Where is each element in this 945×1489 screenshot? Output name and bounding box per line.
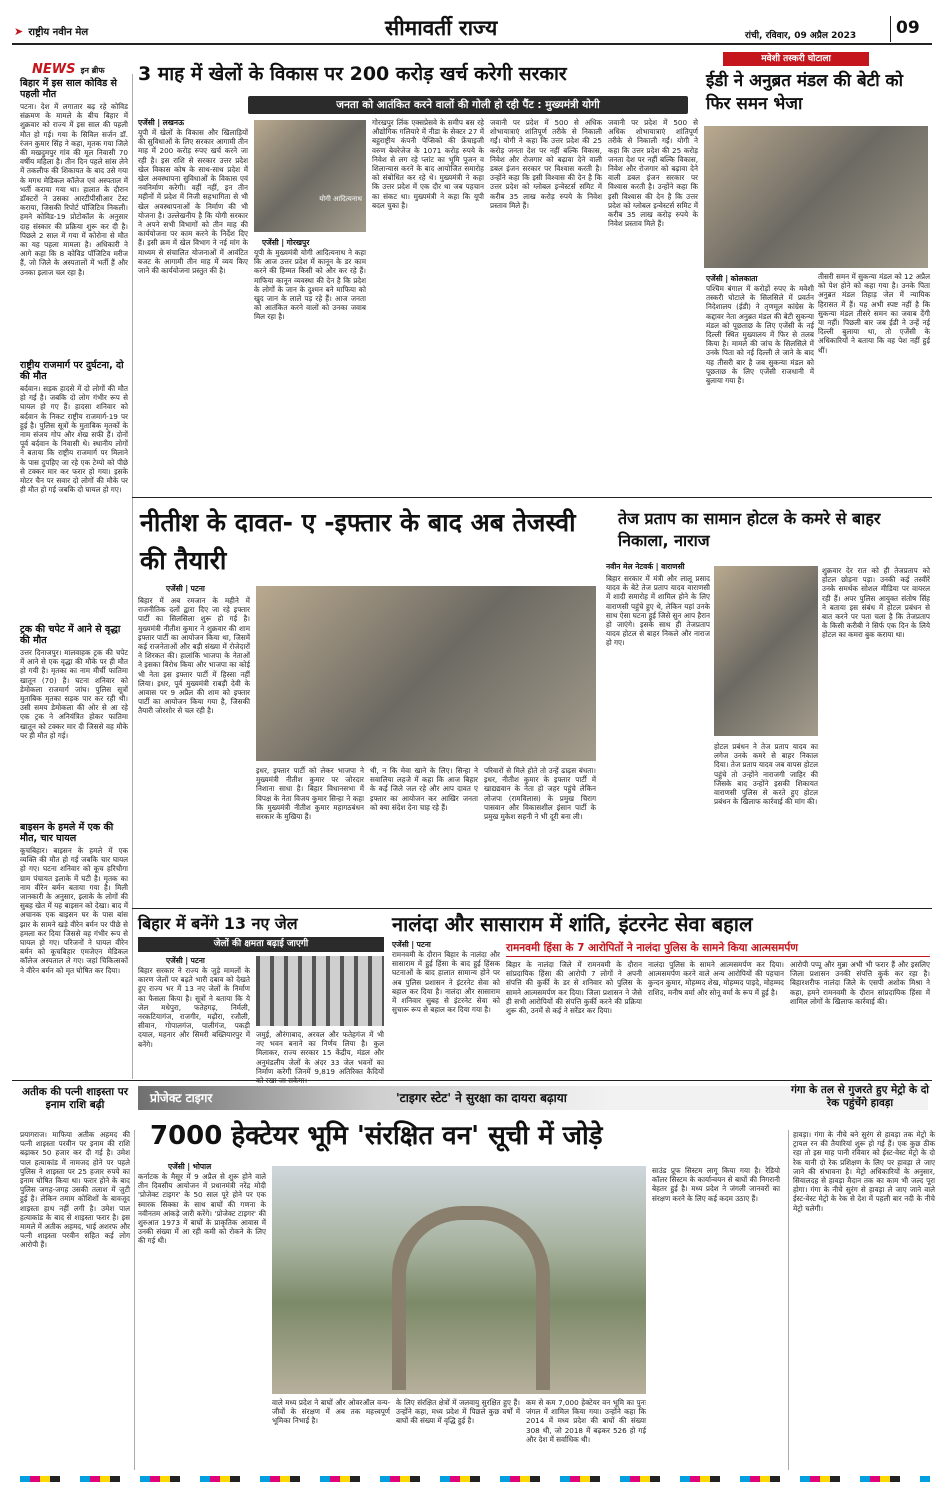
tiger-col-4: कम से कम 7,000 हेक्टेयर वन भूमि का पुनः जंगल में शामिल किया गया। उन्होंने कहा कि 2014 में मध्य प्रदेश की बाघों की संख्या 308 थी, जो 2018 में बढ़कर 526 हो गई और देश में सर्वाधिक थी। (526, 1398, 646, 1444)
page-number: 09 (896, 18, 920, 38)
tiger-col-1: कर्नाटक के मैसूर में 9 अप्रैल से शुरू होने वाले तीन दिवसीय आयोजन में प्रधानमंत्री नरेंद्र मोदी 'प्रोजेक्ट टाइगर' के 50 साल पूरे होने पर एक स्मारक सिक्का के साथ बाघों की गणना के नवीनतम आंकड़े जारी करेंगे। 'प्रोजेक्ट टाइगर' की शुरुआत 1973 में बाघों के प्राकृतिक आवास में उनकी संख्या में आ रही कमी को रोकने के लिए की गई थी। (138, 1172, 266, 1246)
ed-headline: ईडी ने अनुब्रत मंडल की बेटी को फिर समन भेजा (706, 71, 903, 114)
brief-4-title: बाइसन के हमले में एक की मौत, चार घायल (20, 822, 114, 844)
brief-3-title: ट्रक की चपेट में आने से वृद्धा की मौत (20, 624, 121, 646)
atiq-headline: अतीक की पत्नी शाइस्ता पर इनाम राशि बढ़ी (22, 1086, 128, 1111)
divider-1 (132, 497, 932, 498)
jail-col-2: जमुई, औरंगाबाद, अरवल और फतेहगंज में भी नए भवन बनाने का निर्णय लिया है। कुल मिलाकर, राज्य सरकार 15 केंद्रीय, मंडल और अनुमंडलीय जेलों के अंदर 33 जेल भवनों का निर्माण करेगी जिनमें 9,819 अतिरिक्त कैदियों (256, 1030, 384, 1076)
brief-4-body: कूचबिहार। बाइसन के हमले में एक व्यक्ति की मौत हो गई जबकि चार घायल हो गए। घटना शनिवार को कूच हरिचौगा ग्राम पंचायत इलाके में घटी है। मृतक का नाम वीरेन बर्मन बताया गया है। मिली जानकारी के अनुसार, इलाके के लोगों की सुबह खेत में यह बाइसन को देखा। बाद में अचानक एक बाइसन घर के पास बांस झार के सामने खड़े वीरेन बर्मन पर पीछे से हमला कर दिया जिससे वह गंभीर रूप से घायल हो गए। परिजनों ने घायल वीरेन बर्मन को कूचबिहार एमजेएन मेडिकल कॉलेज अस्पताल ले गए। जहां चिकित्सकों ने वीरेन बर्मन को मृत घोषित कर दिया। (20, 846, 128, 975)
up-subheadline: जनता को आतंकित करने वालों की गोली हो रही पैंट : मुख्यमंत्री योगी (248, 96, 688, 114)
up-col-3: गोरखपुर लिंक एक्सप्रेसवे के समीप बस रहे औद्योगिक गलियारे में नीडा के सेक्टर 27 में बहुराष्ट्रीय कंपनी पेप्सिको की फ्रेंचाइजी वरुण बेवरेजेज के 1071 करोड़ रुपये के निवेश से लग रहे प्लांट का भूमि पूजन व शिलान्यास करने के बाद आयोजित समारोह को संबोधित कर रहे थे। मुख्यमंत्री ने कहा कि उत्तर प्रदेश में एक दौर था जब पहचान का संकट था। मुख्यमंत्री ने कहा कि यूपी बदल चुका है। (372, 118, 484, 210)
tiger-col-3: के लिए संरक्षित क्षेत्रों में जलवायु सुरक्षित हुए हैं। उन्होंने कहा, मध्य प्रदेश में पिछले कुछ वर्षों में बाघों की संख्या में वृद्धि हुई है। (396, 1398, 520, 1426)
up-col-5: जवानी पर प्रदेश में 500 से अधिक शोभायात्राएं शांतिपूर्ण तरीके से निकाली गईं। योगी ने कहा कि उत्तर प्रदेश की 25 करोड़ जनता देश पर नहीं बल्कि विकास, निवेश और रोजगार को बढ़ावा देने वाली डबल इंजन सरकार पर विश्वास करती है। उन्होंने कहा कि इसी विश्वास की देन है कि उत्तर प्रदेश को ग्लोबल इन्वेस्टर्स समिट में करीब 35 लाख करोड़ रुपये के निवेश प्रस्ताव मिले हैं। (608, 118, 698, 229)
tej-col-2: होटल प्रबंधन ने तेज प्रताप यादव का लगेज उनके कमरे से बाहर निकाल दिया। तेज प्रताप यादव जब वापस होटल पहुंचे तो उन्होंने नाराजगी जाहिर की जिसके बाद उन्होंने इसकी शिकायत वाराणसी पुलिस से करते हुए होटल प्रबंधन के खिलाफ कार्रवाई की मांग की। (714, 742, 818, 807)
iftar-photo (256, 586, 596, 761)
tej-byline: नवीन मेल नेटवर्क | वाराणसी (606, 562, 685, 571)
tejaswi-headline: नीतीश के दावत- ए -इफ्तार के बाद अब तेजस्वी की तैयारी (140, 508, 576, 575)
tejaswi-col-1: बिहार में अब रमजान के महीने में राजनीतिक दलों द्वारा दिए जा रहे इफ्तार पार्टी का सिलसिला शुरू हो गई है। मुख्यमंत्री नीतीश कुमार ने शुक्रवार की शाम इफ्तार पार्टी का आयोजन किया था, जिसमें कई राजनेताओं और बड़ी संख्या में रोजेदारों ने शिरकत की। हालांकि भाजपा के नेताओं ने इसका विरोध किया और भाजपा का कोई भी नेता इस इफ्तार पार्टी में हिस्सा नहीं लिया। इधर, पूर्व मुख्यमंत्री राबड़ी देवी के आवास पर 9 अप्रैल की शाम को इफ्तार पार्टी का आयोजन किया गया है, जिसकी तैयारी जोरशोर से चल रही है। (138, 596, 250, 716)
ed-photo (704, 126, 928, 268)
tiger-kicker: 'टाइगर स्टेट' ने सुरक्षा का दायरा बढ़ाया (396, 1091, 567, 1105)
brief-label: इन ब्रीफ (80, 66, 105, 75)
news-label: NEWS (32, 62, 76, 77)
tejaswi-col-3: थी, न कि मेवा खाने के लिए। सिन्हा ने सवालिया लहजे में कहा कि आज बिहार के कई जिले जल रहे और आप दावत ए इफ्तार का आयोजन कर आखिर जनता को क्या संदेश देना चाह रहे हैं। (370, 766, 478, 812)
tej-col-1: बिहार सरकार में मंत्री और लालू प्रसाद यादव के बेटे तेज प्रताप यादव वाराणसी में शादी समारोह में शामिल होने के लिए वाराणसी पहुंचे हुए थे, लेकिन यहां उनके साथ ऐसा घटना हुई जिसे सुन आप हैरान हो जाएंगे। इसके साथ ही तेजप्रताप यादव होटल से बाहर निकले और नाराज हो गए। (606, 574, 711, 648)
nalanda-subheadline: रामनवमी हिंसा के 7 आरोपितों ने नालंदा पुलिस के सामने किया आत्मसमर्पण (506, 940, 930, 957)
tejaswi-col-2: इधर, इफ्तार पार्टी को लेकर भाजपा ने मुख्यमंत्री नीतीश कुमार पर जोरदार निशाना साधा है। बिहार विधानसभा में विपक्ष के नेता विजय कुमार सिन्हा ने कहा कि मुख्यमंत्री नीतीश कुमार महागठबंधन सरकार के मुखिया हैं। (256, 766, 364, 822)
brief-1-body: पटना। देश में लगातार बढ़ रहे कोविड संक्रमण के मामले के बीच बिहार में शुक्रवार को राज्य में इस साल की पहली मौत हो गई। गया के सिविल सर्जन डॉ. रंजन कुमार सिंह ने कहा, मृतक गया जिले की मखदुमपुर गांव की मूल निवासी 70 वर्षीय महिला है। तीन दिन पहले सांस लेने में तकलीफ की शिकायत के बाद उसे गया के मगध मेडिकल कॉलेज एवं अस्पताल में भर्ती कराया गया था। हालात के दौरान डॉक्टरों ने उसका आरटीपीसीआर टेस्ट कराया, जिसकी रिपोर्ट पॉजिटिव निकली। हमने कोविड-19 प्रोटोकॉल के अनुसार दाह संस्कार की प्रक्रिया शुरू कर दी है। पिछले 2 साल में गया में कोरोना से मौत का यह पहला मामला है। अधिकारी ने आगे कहा कि 8 कोविड पॉजिटिव मरीज हैं, जो जिले के अस्पतालों में भर्ती हैं और उनका इलाज चल रहा है। (20, 102, 128, 277)
jail-subheadline: जेलों की क्षमता बढ़ाई जाएगी (138, 937, 384, 952)
ed-col-1: पश्चिम बंगाल में करोड़ों रुपए के मवेशी तस्करी घोटाले के सिलसिले में प्रवर्तन निदेशालय (ईडी) ने तृणमूल कांग्रेस के कद्दावर नेता अनुब्रत मंडल की बेटी सुकन्या मंडल को पूछताछ के लिए एजेंसी के नई दिल्ली स्थित मुख्यालय में फिर से तलब किया है। मामले की जांच के सिलसिले में उनके पिता को नई दिल्ली ले जाने के बाद यह तीसरी बार है जब सुकन्या मंडल को पूछताछ के लिए एजेंसी राजधानी में बुलाया गया है। (706, 284, 814, 386)
news-brief-column (20, 74, 133, 1079)
brief-3-body: उत्तर दिनाजपुर। मालवाहक ट्रक की चपेट में आने से एक वृद्धा की मौके पर ही मौत हो गयी है। मृतका का नाम मीर्ची फातिमा खातून (70) है। घटना शनिवार को डेमोकला राजमार्ग जांघ। पुलिस सूत्रों मुताबिक मृतका सड़क पार कर रही थी। उसी समय डेमोकला की ओर से आ रहे एक ट्रक ने अनियंत्रित होकर फातिमा खातून को टक्कर मार दी जिससे वह मौके पर ही मौत हो गई। (20, 648, 128, 740)
tiger-tag: प्रोजेक्ट टाइगर (150, 1091, 213, 1105)
up-byline-1: एजेंसी | लखनऊ (138, 118, 184, 127)
jail-photo (256, 956, 384, 1026)
ganga-headline: गंगा के तल से गुजरते हुए मेट्रो के दो रेक पहुंचेंगे हावड़ा (790, 1084, 930, 1109)
tiger-byline: एजेंसी | भोपाल (168, 1162, 212, 1171)
section-title: सीमावर्ती राज्य (385, 16, 498, 40)
up-col-1: यूपी में खेलों के विकास और खिलाड़ियों की सुविधाओं के लिए सरकार आगामी तीन माह में 200 करोड़ रुपए खर्च करने जा रही है। इस राशि से सरकार उत्तर प्रदेश खेल विकास कोष के साथ-साथ प्रदेश में खेल अवस्थापना सुविधाओं के विकास एवं नवनिर्माण करेगी। वहीं नहीं, इन तीन महीनों में प्रदेश में निजी सहभागिता से भी खेल अवस्थापनाओं के निर्माण की भी योजना है। उल्लेखनीय है कि योगी सरकार ने अपने सभी विभागों को तीन माह की कार्ययोजना पर काम करने के निर्देश दिए हैं। इसी क्रम में खेल विभाग ने नई मांग के माध्यम से संचालित योजनाओं में आवंटित बजट के आगामी तीन माह में व्यय किए जाने की कार्ययोजना प्रस्तुत की है। (138, 128, 248, 276)
nalanda-col-2: बिहार के नालंदा जिले में रामनवमी के दौरान सांप्रदायिक हिंसा की आरोपी 7 लोगों ने अपनी संपत्ति की कुर्की के डर से शनिवार को पुलिस के सामने आत्मसमर्पण कर दिया। जिला प्रशासन ने जैसे ही सभी आरोपियों की संपत्ति कुर्की करने की प्रक्रिया शुरू की, उनमें से कई ने सरेंडर कर दिया। (506, 960, 642, 1016)
up-byline-2: एजेंसी | गोरखपुर (262, 238, 310, 247)
tej-headline: तेज प्रताप का सामान होटल के कमरे से बाहर निकाला, नाराज (618, 509, 881, 550)
ganga-body: हावड़ा। गंगा के नीचे बने सुरंग से हावड़ा तक मेट्रो के ट्रायल रन की तैयारियां शुरू हो गई हैं। एक कुछ ठीक रहा तो इस माह पानी रविवार को ईस्ट-वेस्ट मेट्रो के दो रेक यानी दो रेक प्रशिक्षण के लिए पर हावड़ा ले जाए जाने की संभावना है। मेट्रो अधिकारियों के अनुसार, सियालदह से हावड़ा मैदान तक का काम भी जल्द पूरा होगा। गंगा के नीचे सुरंग से हावड़ा ले जाए जाने वाले ईस्ट-वेस्ट मेट्रो के रेक से देश में पहली बार नदी के नीचे मेट्रो चलेगी। (788, 1130, 935, 1470)
atiq-body: प्रयागराज। माफिया अतीक अहमद की पत्नी शाइस्ता परवीन पर इनाम की राशि बढ़ाकर 50 हजार कर दी गई है। उमेश पाल हत्याकांड में नामजद होने पर पहले पुलिस ने शाइस्ता पर 25 हजार रुपये का इनाम घोषित किया था। फरार होने के बाद पुलिस जगह-जगह उसकी तलाश में जुटी हुई है। लेकिन तमाम कोशिशों के बावजूद शाइस्ता हाथ नहीं लगी है। उमेश पाल हत्याकांड के बाद से शाइस्ता फरार है। इस मामले में अतीक अहमद, भाई अशरफ और पत्नी शाइस्ता परवीन सहित कई लोग आरोपी हैं। (20, 1130, 135, 1470)
tejaswi-col-4: परिवारों से मिले होते तो उन्हें ढाढ़स बंधता। इधर, नीतीश कुमार के इफ्तार पार्टी में खाद्यद्यवान के नेता हो जहर पहुंचे लेकिन लोजपा (रामविलास) के प्रमुख चिराग पासवान और विकासशील इंसान पार्टी के प्रमुख मुकेश सहनी ने भी दूरी बना ली। (484, 766, 596, 822)
tej-pratap-photo (714, 566, 818, 736)
tejaswi-byline: एजेंसी | पटना (166, 584, 205, 593)
page-divider (890, 16, 891, 42)
jail-headline: बिहार में बनेंगे 13 नए जेल (138, 914, 298, 933)
ed-byline: एजेंसी | कोलकाता (706, 274, 758, 283)
tiger-arch-photo (272, 1166, 646, 1394)
up-headline: 3 माह में खेलों के विकास पर 200 करोड़ खर्च करेगी सरकार (138, 63, 567, 85)
photo-caption: योगी आदित्यनाथ (319, 195, 362, 203)
brief-2-title: राष्ट्रीय राजमार्ग पर दुर्घटना, दो की मौत (20, 360, 124, 382)
registration-strip (20, 1476, 930, 1482)
dateline: रांची, रविवार, 09 अप्रैल 2023 (745, 31, 857, 41)
masthead-rule (12, 43, 932, 45)
brief-1-title: बिहार में इस साल कोविड से पहली मौत (20, 78, 117, 100)
up-col-4: जवानी पर प्रदेश में 500 से अधिक शोभायात्राएं शांतिपूर्ण तरीके से निकाली गईं। योगी ने कहा कि उत्तर प्रदेश की 25 करोड़ जनता देश पर नहीं बल्कि विकास, निवेश और रोजगार को बढ़ावा देने वाली डबल इंजन सरकार पर विश्वास करती है। उन्होंने कहा कि इसी विश्वास की देन है कि उत्तर प्रदेश को ग्लोबल इन्वेस्टर्स समिट में करीब 35 लाख करोड़ रुपये के निवेश प्रस्ताव मिले हैं। (490, 118, 602, 210)
nalanda-col-1: रामनवमी के दौरान बिहार के नालंदा और सासाराम में हुई हिंसा के बाद हुई हिंसक घटनाओं के बाद हालात सामान्य होने पर अब पुलिस प्रशासन ने इंटरनेट सेवा को बहाल कर दिया है। नालंदा और सासाराम में शनिवार सुबह से इंटरनेट सेवा को सुचारू रूप से बहाल कर दिया गया है। (392, 950, 500, 1015)
ed-col-2: तीसरी समन में सुकन्या मंडल को 12 अप्रैल को पेश होने को कहा गया है। उनके पिता अनुब्रत मंडल तिहाड़ जेल में न्यायिक हिरासत में हैं। यह अभी स्पष्ट नहीं है कि सुकन्या मंडल तीसरे समन का जवाब देंगी या नहीं। पिछली बार जब ईडी ने उन्हें नई दिल्ली बुलाया था, तो एजेंसी के अधिकारियों ने बताया कि वह पेश नहीं हुई थीं। (818, 272, 930, 355)
tiger-col-5: साउंड प्रूफ सिस्टम लागू किया गया है। रेडियो कॉलर सिस्टम के कार्यान्वयन से बाघों की निगरानी बेहतर हुई है। मध्य प्रदेश ने जंगली जानवरों का संरक्षण करने के लिए कई कदम उठाए हैं। (652, 1166, 780, 1203)
arch-shape (392, 1206, 550, 1390)
bird-icon: ➤ (14, 25, 24, 38)
brief-2-body: बर्दवान। सड़क हादसे में दो लोगों की मौत हो गई है। जबकि दो लोग गंभीर रूप से घायल हो गए हैं। हादसा शनिवार को बर्दवान के निकट राष्ट्रीय राजमार्ग-19 पर हुई है। पुलिस सूत्रों के मुताबिक मृतकों के नाम संजय गोप और शेख सफी हैं। दोनों पूर्व बर्दवान के निवासी थे। स्थानीय लोगों ने बताया कि राष्ट्रीय राजमार्ग पर मिलाने के पास दुपहिए जा रहे एक टेम्पो को पीछे से टक्कर मार कर फरार हो गया। इसके मोटर चैन पर सवार दो लोगों की मौके पर ही मौत हो गई जबकि दो घायल हो गए। (20, 384, 128, 495)
divider-2 (132, 908, 932, 909)
nalanda-col-3: नालंदा पुलिस के सामने आत्मसमर्पण कर दिया। आत्मसमर्पण करने वाले अन्य आरोपियों की पहचान कुन्दन कुमार, मोहम्मद शेख, मोहम्मद पाइदे, मोहम्मद राशिद, मनीष वर्मा और सोनू वर्मा के रूप में हुई है। (648, 960, 784, 997)
up-col-2: यूपी के मुख्यमंत्री योगी आदित्यनाथ ने कहा कि आज उत्तर प्रदेश में कानून के डर काम करने की हिम्मत किसी को और कर रहे हैं। माफिया कानून व्यवस्था की देन है कि प्रदेश के लोगों के जान के दुश्मन बने माफिया को खुद जान के लाले पड़ रहे हैं। आज जनता को आतंकित करने वालों को उनका जवाब मिल रहा है। (254, 248, 366, 322)
paper-logo (14, 20, 114, 36)
jail-col-1: बिहार सरकार ने राज्य के जुड़े मामलों के कारण जेलों पर बढ़ते भारी दबाव को देखते हुए राज्य भर में 13 नए जेलों के निर्माण का फैसला किया है। सूत्रों ने बताया कि ये जेल मधेपुरा, फतेहगढ़, निर्मली, नरकटियागंज, राजगीर, मढ़ौरा, रजौली, सीवान, गोपालगंज, पालीगंज, पकड़ी दयाल, महनार और सिमरी बख्तियारपुर में बनेंगे। (138, 966, 250, 1049)
ed-kicker: मवेशी तस्करी घोटाला (723, 52, 869, 66)
tiger-col-2: वाले मध्य प्रदेश ने बाघों और ओवरऑल वन्य-जीवों के संरक्षण में अब तक महत्त्वपूर्ण भूमिका निभाई है। (272, 1398, 390, 1426)
paper-name: राष्ट्रीय नवीन मेल (28, 27, 89, 38)
nalanda-headline: नालंदा और सासाराम में शांति, इंटरनेट सेवा बहाल (392, 912, 753, 936)
yogi-photo (254, 120, 366, 232)
divider-3 (12, 1080, 932, 1081)
tej-col-3: शुक्रवार देर रात को ही तेजप्रताप को होटल छोड़ना पड़ा। उनकी कई तस्वीरें उनके समर्थक सोशल मीडिया पर वायरल रही हैं। अपर पुलिस आयुक्त संतोष सिंह ने बताया इस संबंध में होटल प्रबंधन से बात करने पर पता चला है कि तेजप्रताप के किसी करीबी ने सिर्फ एक दिन के लिये होटल का कमरा बुक कराया था। (822, 566, 930, 640)
nalanda-byline: एजेंसी | पटना (392, 940, 431, 949)
tiger-headline: 7000 हेक्टेयर भूमि 'संरक्षित वन' सूची में जोड़े (150, 1121, 603, 1151)
news-brief-badge (32, 58, 122, 77)
jail-byline: एजेंसी | पटना (166, 956, 205, 965)
nalanda-col-4: आरोपी पप्पू और मुन्ना अभी भी फरार हैं और इसलिए जिला प्रशासन उनकी संपत्ति कुर्क कर रहा है। बिहारशरीफ नालंदा जिले के एसपी अशोक मिश्रा ने कहा, हमने रामनवमी के दौरान सांप्रदायिक हिंसा में शामिल लोगों के खिलाफ कार्रवाई की। (790, 960, 930, 1006)
